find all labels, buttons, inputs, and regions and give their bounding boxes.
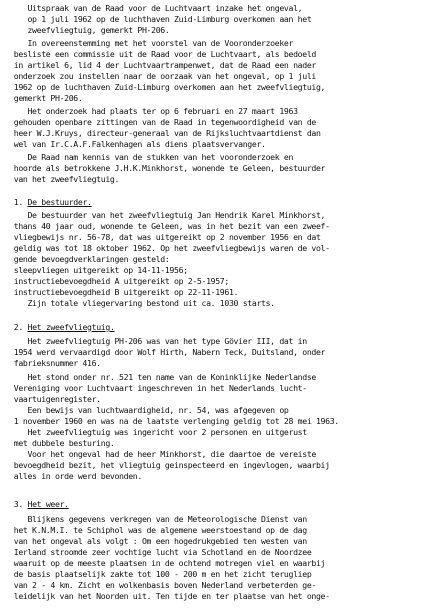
section-1-line: Zijn totale vliegervaring bestond uit ca. 1030 starts. <box>0 298 275 308</box>
section-3-line: de basis plaatselijk zakte tot 100 - 200 m en het zicht terugliep <box>0 569 312 579</box>
intro-p2-line: in artikel 6, lid 4 der Luchtvaartrampenwet, dat de Raad een nader <box>0 60 316 70</box>
section-2-line: Vereniging voor Luchtvaart ingeschreven in het Nederlands lucht- <box>0 383 307 393</box>
intro-p2-line: 1962 op de luchthaven Zuid-Limburg overkomen aan het zweefvliegtuig, <box>0 82 326 92</box>
intro-p1-line: op 1 juli 1962 op de luchthaven Zuid-Limburg overkomen aan het <box>0 14 312 24</box>
intro-p2-line: In overeenstemming met het voorstel van de Vooronderzoeker <box>0 38 294 48</box>
intro-p3-line: heer W.J.Kruys, directeur-generaal van de Rijksluchtvaartdienst dan <box>0 128 321 138</box>
section-1-line: vliegbewijs nr. 56-78, dat was uitgereikt op 2 november 1956 en dat <box>0 232 321 242</box>
section-heading-zweefvliegtuig <box>0 322 430 333</box>
section-1-line: geldig was tot 18 oktober 1962. Op het zweefvliegbewijs waren de vol- <box>0 243 330 253</box>
section-2-line: Een bewijs van luchtwaardigheid, nr. 54, was afgegeven op <box>0 405 289 415</box>
section-2-line: fabrieksnummer 416. <box>0 358 101 368</box>
section-1-line: thans 40 jaar oud, wonende te Geleen, was in het bezit van een zweef- <box>0 221 330 231</box>
intro-p4-line: hoorde als betrokkene J.H.K.Minkhorst, wonende te Geleen, bestuurder <box>0 163 326 173</box>
section-number: 3. <box>13 499 23 509</box>
section-1-line: instructiebevoegdheid A uitgereikt op 2-5-1957; <box>0 276 229 286</box>
section-2-line: 1 november 1960 en was na de laatste verlenging geldig tot 28 mei 1963. <box>0 416 339 426</box>
intro-p4-line: De Raad nam kennis van de stukken van het vooronderzoek en <box>0 152 294 162</box>
intro-p3-line: wel van Ir.C.A.F.Falkenhagen als diens plaatsvervanger. <box>0 139 266 149</box>
section-heading-bestuurder <box>0 197 430 208</box>
section-2-line: Het zweefvliegtuig was ingericht voor 2 personen en uitgerust <box>0 427 307 437</box>
section-1-line: sleepvliegen uitgereikt op 14-11-1956; <box>0 265 188 275</box>
intro-p1-line: zweefvliegtuig, gemerkt PH-206. <box>0 25 170 35</box>
section-1-line: De bestuurder van het zweefvliegtuig Jan Hendrik Karel Minkhorst, <box>0 210 326 220</box>
section-2-line: Voor het ongeval had de heer Minkhorst, die daartoe de vereiste <box>0 449 316 459</box>
section-3-line: van het ongeval als volgt : Om een hogedrukgebied ten westen van <box>0 536 307 546</box>
section-2-line: Het zweefvliegtuig PH-206 was van het type Gövier III, dat in <box>0 336 307 346</box>
section-title: Het zweefvliegtuig. <box>27 322 115 332</box>
section-2-line: vaartuigenregister. <box>0 394 101 404</box>
section-2-line: bevoegdheid bezit, het vliegtuig geinspecteerd en ingevlogen, waarbij <box>0 460 330 470</box>
intro-p2-line: gemerkt PH-206. <box>0 93 83 103</box>
section-3-line: Ierland stroomde zeer vochtige lucht via Schotland en de Noordzee <box>0 547 312 557</box>
intro-p2-line: onderzoek zou instellen naar de oorzaak van het ongeval, op 1 juli <box>0 71 316 81</box>
section-1-line: instructiebevoegdheid B uitgereikt op 22-11-1961. <box>0 287 239 297</box>
section-title: Het weer. <box>27 499 69 509</box>
section-title: De bestuurder. <box>27 197 92 207</box>
intro-p3-line: gehouden openbare zittingen van de Raad in tegenwoordigheid van de <box>0 117 316 127</box>
section-3-line: van 2 - 4 km. Zicht en wolkenbasis boven Nederland verbeterden ge- <box>0 580 316 590</box>
section-heading-weer <box>0 499 430 510</box>
section-1-line: gende bevoegdverklaringen gesteld: <box>0 254 170 264</box>
section-2-line: Het stond onder nr. 521 ten name van de Koninklijke Nederlandse <box>0 372 316 382</box>
intro-p2-line: besliste een commissie uit de Raad voor de Luchtvaart, als bedoeld <box>0 49 316 59</box>
intro-p3-line: Het onderzoek had plaats ter op 6 februari en 27 maart 1963 <box>0 106 298 116</box>
section-number: 1. <box>13 197 23 207</box>
section-2-line: alles in orde werd bevonden. <box>0 471 142 481</box>
section-3-line: leidelijk van het Noorden uit. Ten tijde en ter plaatse van het onge- <box>0 591 330 601</box>
section-3-line: het K.N.M.I. te Schiphol was de algemene weerstoestand op de dag <box>0 525 307 535</box>
section-3-line: waaruit op de meeste plaatsen in de ochtend motregen viel en waarbij <box>0 558 326 568</box>
section-3-line: Blijkens gegevens verkregen van de Meteorologische Dienst van <box>0 514 307 524</box>
section-2-line: 1954 werd vervaardigd door Wolf Hirth, Nabern Teck, Duitsland, onder <box>0 347 326 357</box>
section-number: 2. <box>13 322 23 332</box>
intro-p4-line: van het zweefvliegtuig. <box>0 174 120 184</box>
section-2-line: met dubbele besturing. <box>0 438 115 448</box>
intro-p1-line: Uitspraak van de Raad voor de Luchtvaart inzake het ongeval, <box>0 3 303 13</box>
